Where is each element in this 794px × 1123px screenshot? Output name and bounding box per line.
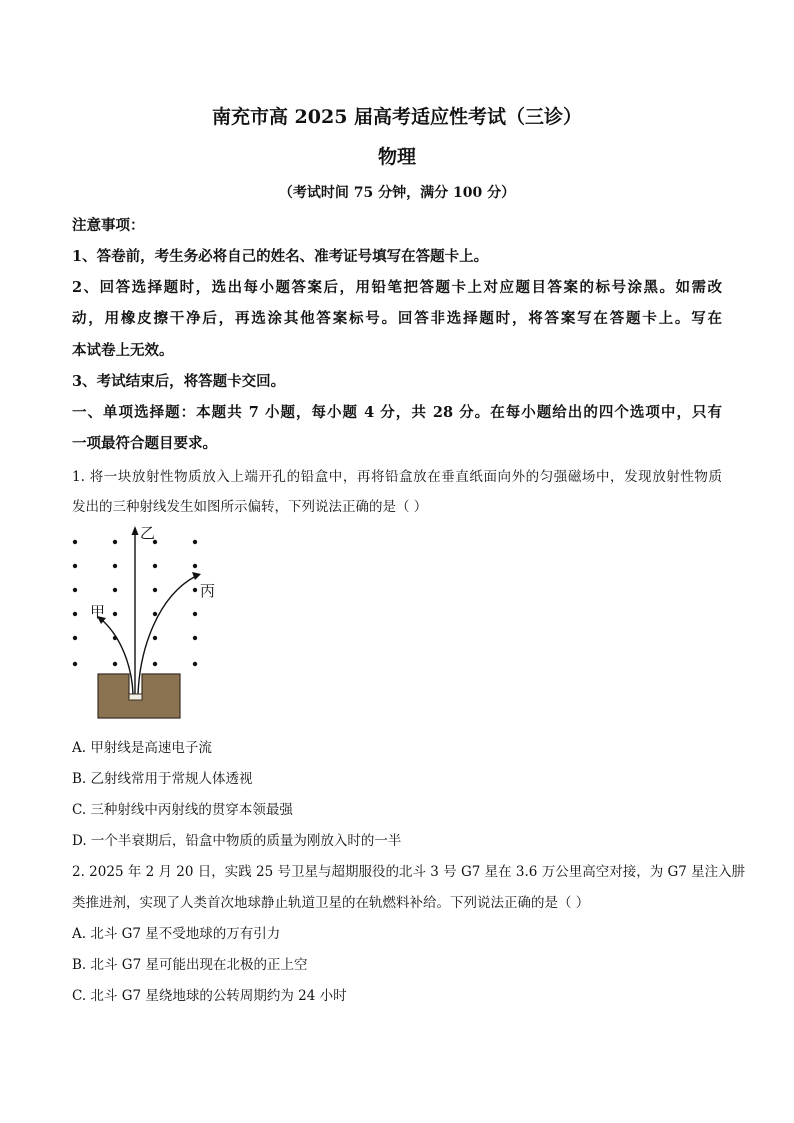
note-item-2-line-2: 动，用橡皮擦干净后，再选涂其他答案标号。回答非选择题时，将答案写在答题卡上。写在 — [72, 310, 722, 327]
q1-option-b: B. 乙射线常用于常规人体透视 — [72, 771, 253, 787]
notes-heading: 注意事项： — [72, 217, 145, 234]
ray-bing-arrow — [192, 572, 201, 580]
q1-option-c: C. 三种射线中丙射线的贯穿本领最强 — [72, 802, 293, 818]
q2-option-c: C. 北斗 G7 星绕地球的公转周期约为 24 小时 — [72, 988, 347, 1004]
q1-stem-line-1: 1. 将一块放射性物质放入上端开孔的铅盒中，再将铅盒放在垂直纸面向外的匀强磁场中，发现放射性物质 — [72, 469, 722, 485]
section-1-line-1: 一、单项选择题：本题共 7 小题，每小题 4 分，共 28 分。在每小题给出的四个选项中，只有 — [72, 404, 722, 421]
label-jia: 甲 — [90, 603, 106, 621]
section-1-line-2: 一项最符合题目要求。 — [72, 435, 217, 452]
q2-stem-line-1: 2. 2025 年 2 月 20 日，实践 25 号卫星与超期服役的北斗 3 号 G7 星在 3.6 万公里高空对接，为 G7 星注入肼 — [72, 864, 746, 880]
time-info: （考试时间 75 分钟，满分 100 分） — [278, 185, 516, 201]
q2-option-b: B. 北斗 G7 星可能出现在北极的正上空 — [72, 957, 308, 973]
q1-stem-line-2: 发出的三种射线发生如图所示偏转，下列说法正确的是（ ） — [72, 499, 428, 515]
exam-title: 南充市高 2025 届高考适应性考试（三诊） — [211, 106, 583, 128]
note-item-3: 3、考试结束后，将答题卡交回。 — [72, 373, 286, 390]
note-item-2-line-3: 本试卷上无效。 — [72, 342, 174, 359]
q1-option-d: D. 一个半衰期后，铅盒中物质的质量为刚放入时的一半 — [72, 833, 402, 849]
label-yi: 乙 — [140, 524, 156, 542]
note-item-1: 1、答卷前，考生务必将自己的姓名、准考证号填写在答题卡上。 — [72, 248, 489, 265]
q1-figure — [60, 518, 230, 728]
radioactive-source — [129, 694, 142, 700]
q2-option-a: A. 北斗 G7 星不受地球的万有引力 — [72, 926, 281, 942]
q1-option-a: A. 甲射线是高速电子流 — [72, 740, 212, 756]
subject-title: 物理 — [377, 146, 416, 168]
note-item-2-line-1: 2、回答选择题时，选出每小题答案后，用铅笔把答题卡上对应题目答案的标号涂黑。如需改 — [72, 279, 722, 296]
ray-yi-arrow — [132, 526, 139, 535]
q2-stem-line-2: 类推进剂，实现了人类首次地球静止轨道卫星的在轨燃料补给。下列说法正确的是（ ） — [72, 895, 590, 911]
label-bing: 丙 — [200, 582, 216, 600]
